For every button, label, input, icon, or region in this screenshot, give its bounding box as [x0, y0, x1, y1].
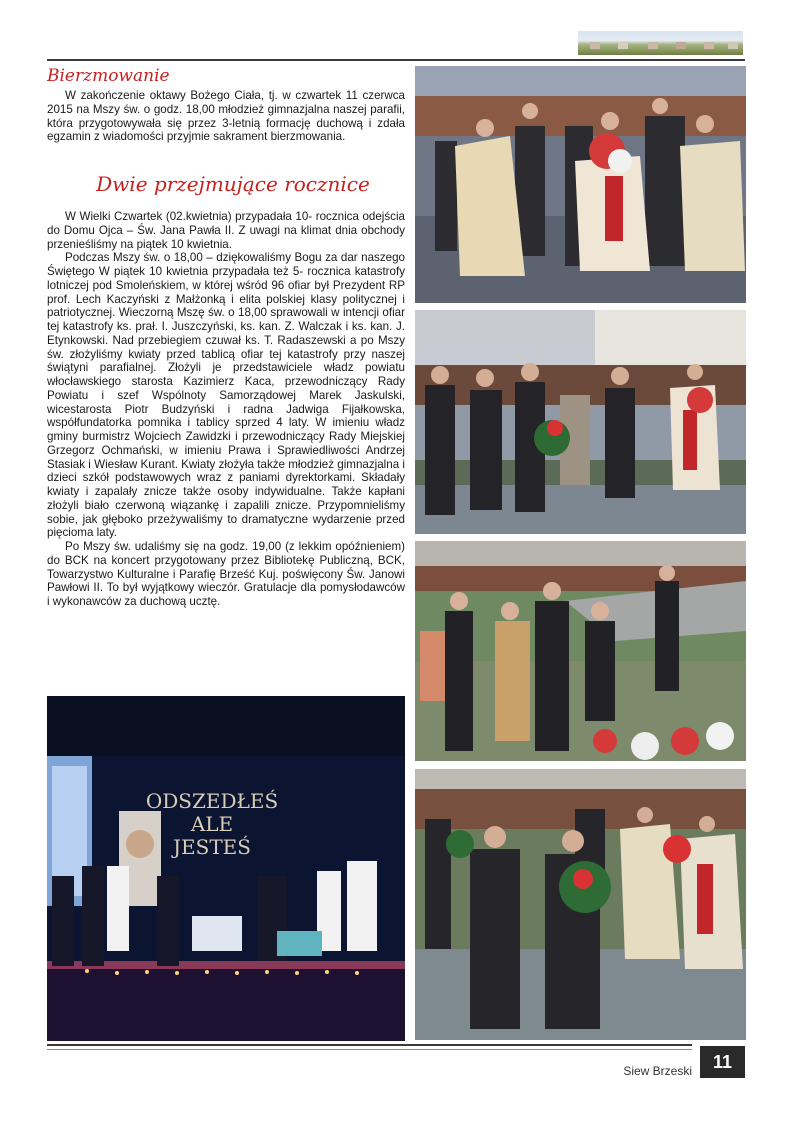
article-paragraph: Po Mszy św. udaliśmy się na godz. 19,00 (z lekkim opóźnieniem) do BCK na koncert przygotowany przez Bibliotekę Publiczną, BCK, Towarzystwo Kulturalne i Parafię Brześć Kuj. poświęcony Św. Janowi Pawłowi II. To był wyjątkowy wieczór. Gratulacje dla pomysłodawców i wykonawców za duchową ucztę.: [47, 540, 405, 608]
article-body: [47, 210, 405, 609]
confirmation-paragraph: W zakończenie oktawy Bożego Ciała, tj. w czwartek 11 czerwca 2015 na Mszy św. o godz. 18,00 młodzież gimnazjalna naszej parafii, która przygotowywała się przez 3-letnią formację duchową i zdała egzamin z wiadomości przyjmie sakrament bierzmowania.: [47, 89, 405, 144]
top-rule: [47, 59, 745, 61]
banner-line-3: JESTEŚ: [173, 835, 251, 859]
article-paragraph: W Wielki Czwartek (02.kwietnia) przypadała 10- rocznica odejścia do Domu Ojca – Św. Jana Pawła II. Z uwagi na klimat dnia obchody przenieśliśmy na piątek 10 kwietnia.: [47, 210, 405, 251]
bottom-rule: [47, 1044, 692, 1046]
village-landscape-photo: [578, 31, 743, 55]
article-paragraph: Podczas Mszy św. o 18,00 – dziękowaliśmy Bogu za dar naszego Świętego W piątek 10 kwietnia przypadała też 5- rocznica katastrofy lotniczej pod Smoleńskiem, w której wśród 96 ofiar był Prezydent RP prof. Lech Kaczyński z Małżonką i elita polskiej klasy politycznej i patriotycznej. Wieczorną Mszę św. o 18,00 sprawowali w intencji ofiar tej katastrofy ks. prał. I. Juszczyński, ks. kan. Z. Walczak i ks. kan. J. Etynkowski. Nad przebiegiem czuwał ks. T. Radaszewski a po Mszy św. złożyliśmy kwiaty przed tablicą ofiar tej katastrofy przy naszej świątyni parafialnej. Złożyli je przedstawiciele władz powiatu włocławskiego starosta Kazimierz Kaca, przewodniczący Rady Powiatu i szef Wspólnoty Samorządowej Marek Jaskulski, wicestarosta Piotr Budzyński i radna Jadwiga Fijałkowska, współfundatorka pomnika i tablicy sprzed 4 laty. W imieniu władz gminy burmistrz Wojciech Zawidzki i przewodniczący Rady Miejskiej Grzegorz Ochmański, w imieniu Prawa i Sprawiedliwości Andrzej Stasiak i Wiesław Kurant. Kwiaty złożyła także młodzież gimnazjalna i dzieci szkół podstawowych wraz z paniami dyrektorkami. Składały kwiaty i zapalały znicze także osoby indywidualne. Także kapłani złożyli biało czerwoną wiązankę i zapalili znicze. Przypomnieliśmy sobie, jak głęboko przeżywaliśmy to dramatyczne wydarzenie przed pięcioma laty.: [47, 251, 405, 540]
photo-concert-stage: [47, 696, 405, 1041]
banner-line-1: ODSZEDŁEŚ: [145, 789, 279, 813]
section-heading-anniversaries: Dwie przejmujące rocznice: [96, 172, 370, 196]
banner-line-2: ALE: [190, 812, 234, 836]
magazine-name: Siew Brzeski: [623, 1064, 692, 1078]
page-number: 11: [700, 1046, 745, 1078]
bottom-rule-thin: [47, 1049, 692, 1050]
photo-men-flowers: [415, 769, 746, 1040]
photo-students-candles: [415, 541, 746, 761]
photo-priests-procession: [415, 66, 746, 303]
photo-officials-wreath: [415, 310, 746, 534]
section-heading-confirmation: Bierzmowanie: [47, 66, 170, 86]
